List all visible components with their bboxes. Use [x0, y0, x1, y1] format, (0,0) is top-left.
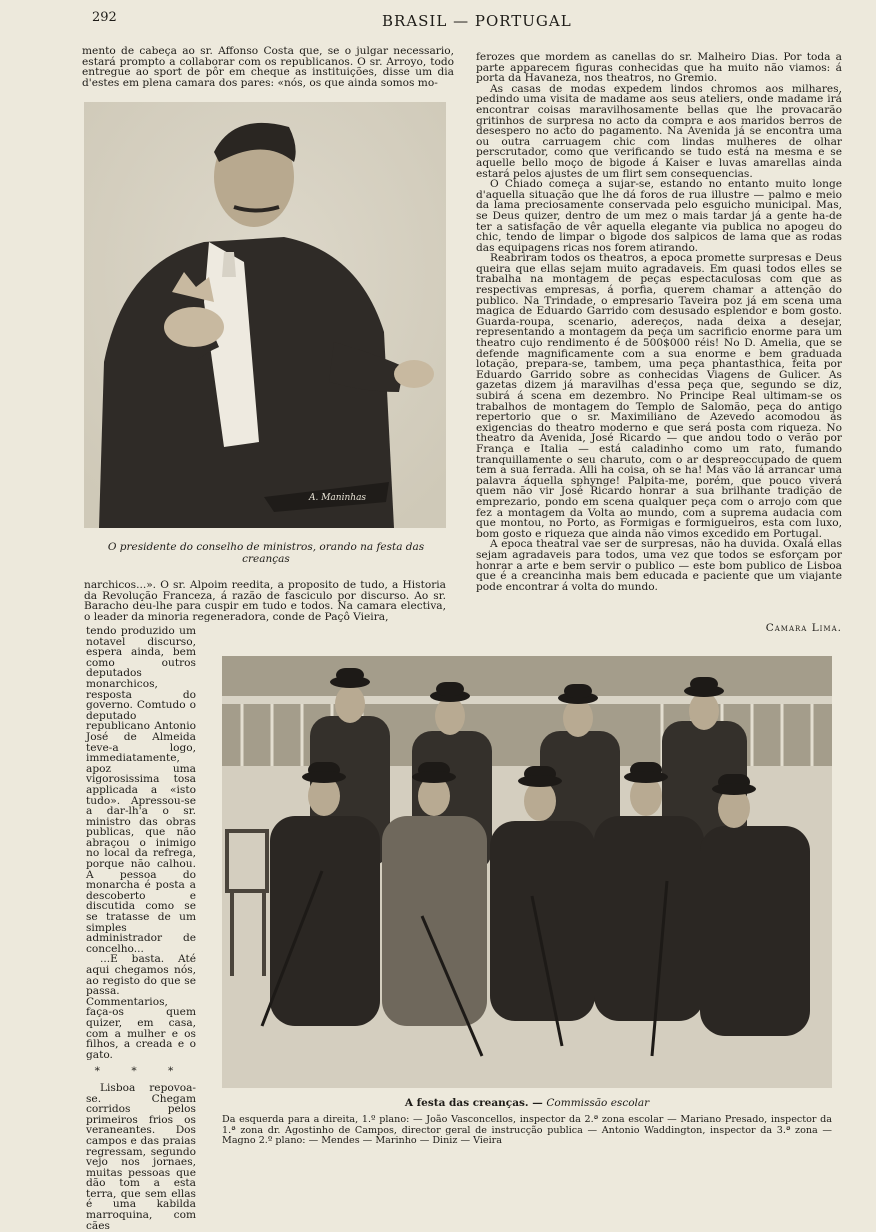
orator-illustration — [84, 102, 446, 528]
figure2-caption: A festa das creanças. — Commissão escolar — [404, 1097, 650, 1109]
paragraph: O Chiado começa a sujar-se, estando no entanto muito longe d'aquella situação que lhe dá foros de rua illustre — palmo e meio da lama preciosamente conservada pelo esguicho municipal. Mas, se Deus quizer, dentro de um mez o mais tardar já a gente ha-de ter a satisfação de vêr aquella elegante via publica no apogeu do chic, tendo de limpar o bigode dos salpicos de lama que as rodas das equipagens ricas nos forem atirando. — [476, 178, 842, 254]
paragraph: ferozes que mordem as canellas do sr. Malheiro Dias. Por toda a parte apparecem figuras conhecidas que ha muito não viamos: á porta da Havaneza, nos theatros, no Gremio. — [476, 51, 842, 85]
paragraph: A epoca theatral vae ser de surpresas, não ha duvida. Oxalá ellas sejam agradaveis para todos, uma vez que todos se esforçam por honrar a arte e bem servir o publico — este bom publico de Lisboa que é a creancinha mais bem educada e paciente que um viajante pode encontrar á volta do mundo. — [476, 538, 842, 593]
figure2-title: A festa das creanças. — [404, 1097, 529, 1109]
artist-signature: A. Maninhas — [309, 493, 367, 503]
paragraph: tendo produzido um notavel discurso, espera ainda, bem como outros deputados monarchicos, resposta do governo. Comtudo o deputado republicano Antonio José de Almeida teve-a logo, immediatamente, apoz uma vigorosissima tosa applicada a «isto tudo». Apressou-se a dar-lh'a o sr. ministro das obras publicas, que não abraçou o inimigo no local da refrega, porque não calhou. A pessoa do monarcha é posta a descoberto e discutida como se se tratasse de um simples administrador de concelho... — [86, 625, 196, 955]
running-head: BRASIL — PORTUGAL — [382, 12, 572, 30]
right-column — [476, 52, 842, 592]
figure1-caption: O presidente do conselho de ministros, orando na festa das creanças — [107, 541, 425, 565]
narrow-column — [86, 626, 196, 1231]
section-separator: * * * — [94, 1065, 188, 1078]
left-column-top — [82, 46, 454, 88]
figure-prime-minister-photo — [84, 102, 446, 528]
paragraph: narchicos...». O sr. Alpoim reedita, a proposito de tudo, a Historia da Revolução Franceza, á razão de fasciculo por discurso. Ao sr. Baracho deu-lhe para cuspir em tudo e todos. Na camara electiva, o leader da minoria regeneradora, conde de Paçô Vieira, — [84, 579, 446, 623]
figure2-names-caption: Da esquerda para a direita, 1.º plano: — João Vasconcellos, inspector da 2.ª zona escolar — Mariano Presado, inspector da 1.ª zona dr. Agostinho de Campos, director geral de instrucção publica — Antonio Waddington, inspector da 3.ª zona — Magno 2.º plano: — Mendes — Marinho — Diniz — Vieira — [222, 1114, 832, 1146]
group-photo-illustration — [222, 656, 832, 1088]
left-column-middle — [84, 580, 446, 622]
paragraph: ...E basta. Até aqui chegamos nós, ao registo do que se passa. Commentarios, faça-os quem quizer, em casa, com a mulher e os filhos, a creada e o gato. — [86, 953, 196, 1061]
author-signature: Camara Lima. — [765, 622, 842, 634]
figure2-subtitle: Commissão escolar — [546, 1097, 650, 1109]
figure-school-commission-photo — [222, 656, 832, 1088]
paragraph: mento de cabeça ao sr. Affonso Costa que, se o julgar necessario, estará prompto a collaborar com os republicanos. O sr. Arroyo, todo entregue ao sport de pôr em cheque as instituições, disse um dia d'estes em plena camara dos pares: «nós, os que ainda somos mo- — [82, 45, 454, 89]
paragraph: As casas de modas expedem lindos chromos aos milhares, pedindo uma visita de madame aos seus ateliers, onde madame irá encontrar coisas maravilhosamente bellas que lhe provacarão gritinhos de surpresa no acto da compra e aos maridos berros de desespero no acto do pagamento. Na Avenida já se encontra uma ou outra carruagem chic com lindas mulheres de olhar perscrutador, como que verificando se tudo está na mesma e se aquelle bello moço de bigode á Kaiser e luvas amarellas ainda estará pelos ajustes de um flirt sem consequencias. — [476, 82, 842, 180]
paragraph: Lisboa repovoa-se. Chegam corridos pelos primeiros frios os veraneantes. Dos campos e das praias regressam, segundo vejo nos jornaes, muitas pessoas que dão tom a esta terra, que sem ellas é uma kabilda marroquina, com cães — [86, 1081, 196, 1232]
paragraph: Reabriram todos os theatros, a epoca promette surpresas e Deus queira que ellas sejam muito agradaveis. Em quasi todos elles se trabalha na montagem de peças espectaculosas com que as respectivas empresas, á porfia, querem chamar a attenção do publico. Na Trindade, o empresario Taveira poz já em scena uma magica de Eduardo Garrido com desusado esplendor e bom gosto. Guarda-roupa, scenario, adereços, nada deixa a desejar, representando a montagem da peça um sacrificio enorme para um theatro cujo rendimento é de 500$000 réis! No D. Amelia, que se defende magnificamente com a sua enorme e bem graduada lotação, prepara-se, tambem, uma peça phantasthica, feita por Eduardo Garrido sobre as conhecidas Viagens de Gulicer. As gazetas dizem já maravilhas d'essa peça que, segundo se diz, subirá á scena em dezembro. No Principe Real ultimam-se os trabalhos de montagem do Templo de Salomão, peça do antigo repertorio que o sr. Maximiliano de Azevedo acomodou ás exigencias do theatro moderno e que será posta com riqueza. No theatro da Avenida, José Ricardo — que andou todo o verão por França e Italia — está caladinho como um rato, fumando tranquillamente o seu charuto, com o ar despreoccupado de quem tem a sua ferrada. Alli ha coisa, oh se ha! Mas vão lá arrancar uma palavra áquella sphynge! Palpita-me, porém, que pouco viverá quem não vir José Ricardo honrar a sua brilhante tradição de emprezario, pondo em scena qualquer peça com o arrojo com que fez a montagem da Volta ao mundo, com a suprema audacia com que montou, no Porto, as Formigas e formigueiros, esta com luxo, bom gosto e riqueza que ainda não vimos excedido em Portugal. — [476, 252, 842, 540]
page-number: 292 — [92, 10, 117, 25]
